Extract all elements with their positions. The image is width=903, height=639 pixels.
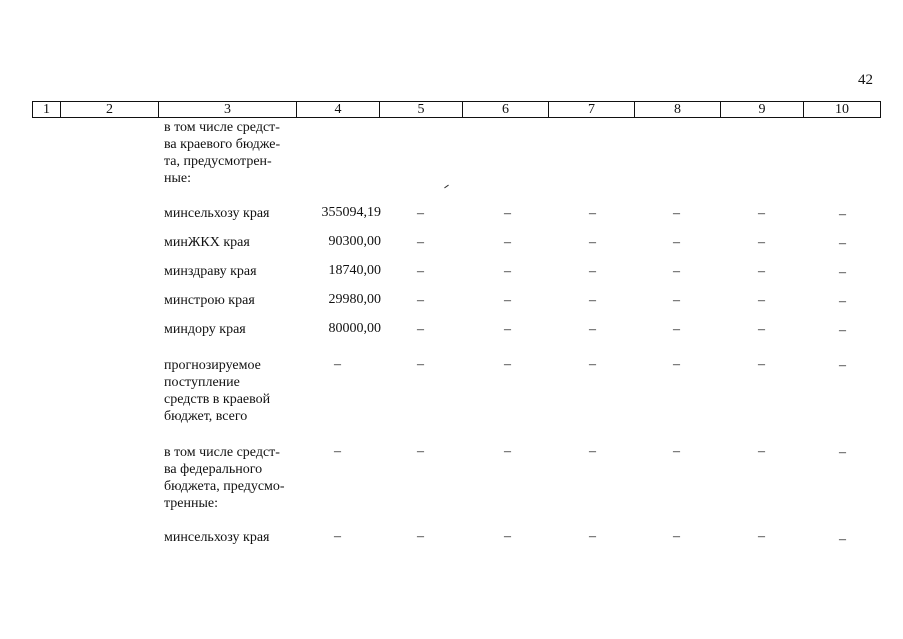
row-label: миндору края xyxy=(164,322,246,337)
header-cell-8: 8 xyxy=(674,102,681,117)
row-dash-col9: – xyxy=(758,264,765,279)
row-dash-col10: – xyxy=(839,265,846,280)
row-dash-col7: – xyxy=(589,529,596,544)
header-cell-3: 3 xyxy=(224,102,231,117)
row-label-federal-budget-incl: в том числе средст- ва федерального бюджета, предусмо- тренные: xyxy=(164,445,285,511)
row-dash-col7: – xyxy=(589,322,596,337)
row-dash-col4: – xyxy=(334,357,341,372)
header-cell-1: 1 xyxy=(43,102,50,117)
row-value-col4: 18740,00 xyxy=(328,263,381,278)
row-dash-col10: – xyxy=(839,358,846,373)
row-dash-col8: – xyxy=(673,206,680,221)
header-cell-7: 7 xyxy=(588,102,595,117)
row-label-regional-budget-incl: в том числе средст- ва краевого бюдже- та, предусмотрен- ные: xyxy=(164,120,281,186)
row-label-forecast-receipts: прогнозируемое поступление средств в краевой бюджет, всего xyxy=(164,358,271,424)
page-number: 42 xyxy=(858,72,873,88)
row-dash-col7: – xyxy=(589,206,596,221)
row-dash-col9: – xyxy=(758,293,765,308)
row-label: минсельхозу края xyxy=(164,530,270,545)
row-dash-col9: – xyxy=(758,529,765,544)
row-dash-col6: – xyxy=(504,322,511,337)
row-dash-col9: – xyxy=(758,322,765,337)
row-value-col4: 80000,00 xyxy=(328,321,381,336)
row-dash-col9: – xyxy=(758,235,765,250)
row-dash-col6: – xyxy=(504,529,511,544)
row-dash-col10: – xyxy=(839,323,846,338)
row-dash-col5: – xyxy=(417,264,424,279)
row-dash-col6: – xyxy=(504,293,511,308)
row-dash-col5: – xyxy=(417,206,424,221)
row-dash-col10: – xyxy=(839,236,846,251)
row-dash-col8: – xyxy=(673,264,680,279)
row-dash-col5: – xyxy=(417,444,424,459)
row-dash-col8: – xyxy=(673,322,680,337)
row-dash-col6: – xyxy=(504,444,511,459)
row-value-col4: 90300,00 xyxy=(328,234,381,249)
row-dash-col10: – xyxy=(839,445,846,460)
row-dash-col7: – xyxy=(589,357,596,372)
header-cell-9: 9 xyxy=(758,102,766,117)
row-dash-col9: – xyxy=(758,357,765,372)
row-dash-col5: – xyxy=(417,293,424,308)
header-cell-10: 10 xyxy=(835,102,849,117)
scan-speck xyxy=(444,185,449,189)
row-dash-col10: – xyxy=(839,294,846,309)
row-dash-col7: – xyxy=(589,235,596,250)
row-dash-col8: – xyxy=(673,529,680,544)
row-dash-col6: – xyxy=(504,357,511,372)
row-dash-col8: – xyxy=(673,293,680,308)
row-dash-col5: – xyxy=(417,529,424,544)
row-dash-col4: – xyxy=(334,444,341,459)
header-cell-6: 6 xyxy=(502,102,509,117)
row-dash-col7: – xyxy=(589,444,596,459)
row-dash-col10: – xyxy=(839,532,846,547)
row-label: минсельхозу края xyxy=(164,206,270,221)
row-dash-col7: – xyxy=(589,293,596,308)
header-cell-5: 5 xyxy=(417,102,425,117)
row-dash-col6: – xyxy=(504,235,511,250)
table-header-row xyxy=(32,101,881,118)
header-cell-4: 4 xyxy=(334,102,342,117)
row-label: минздраву края xyxy=(164,264,257,279)
row-dash-col7: – xyxy=(589,264,596,279)
row-dash-col8: – xyxy=(673,357,680,372)
row-dash-col6: – xyxy=(504,206,511,221)
row-label: минЖКХ края xyxy=(164,235,250,250)
header-cell-2: 2 xyxy=(106,102,113,117)
row-dash-col5: – xyxy=(417,322,424,337)
row-dash-col8: – xyxy=(673,235,680,250)
row-value-col4: 29980,00 xyxy=(328,292,381,307)
row-label: минстрою края xyxy=(164,293,255,308)
row-dash-col5: – xyxy=(417,235,424,250)
row-dash-col6: – xyxy=(504,264,511,279)
row-dash-col9: – xyxy=(758,206,765,221)
row-dash-col8: – xyxy=(673,444,680,459)
row-value-col4: 355094,19 xyxy=(321,205,381,220)
row-dash-col4: – xyxy=(334,529,341,544)
row-dash-col9: – xyxy=(758,444,765,459)
row-dash-col5: – xyxy=(417,357,424,372)
row-dash-col10: – xyxy=(839,207,846,222)
